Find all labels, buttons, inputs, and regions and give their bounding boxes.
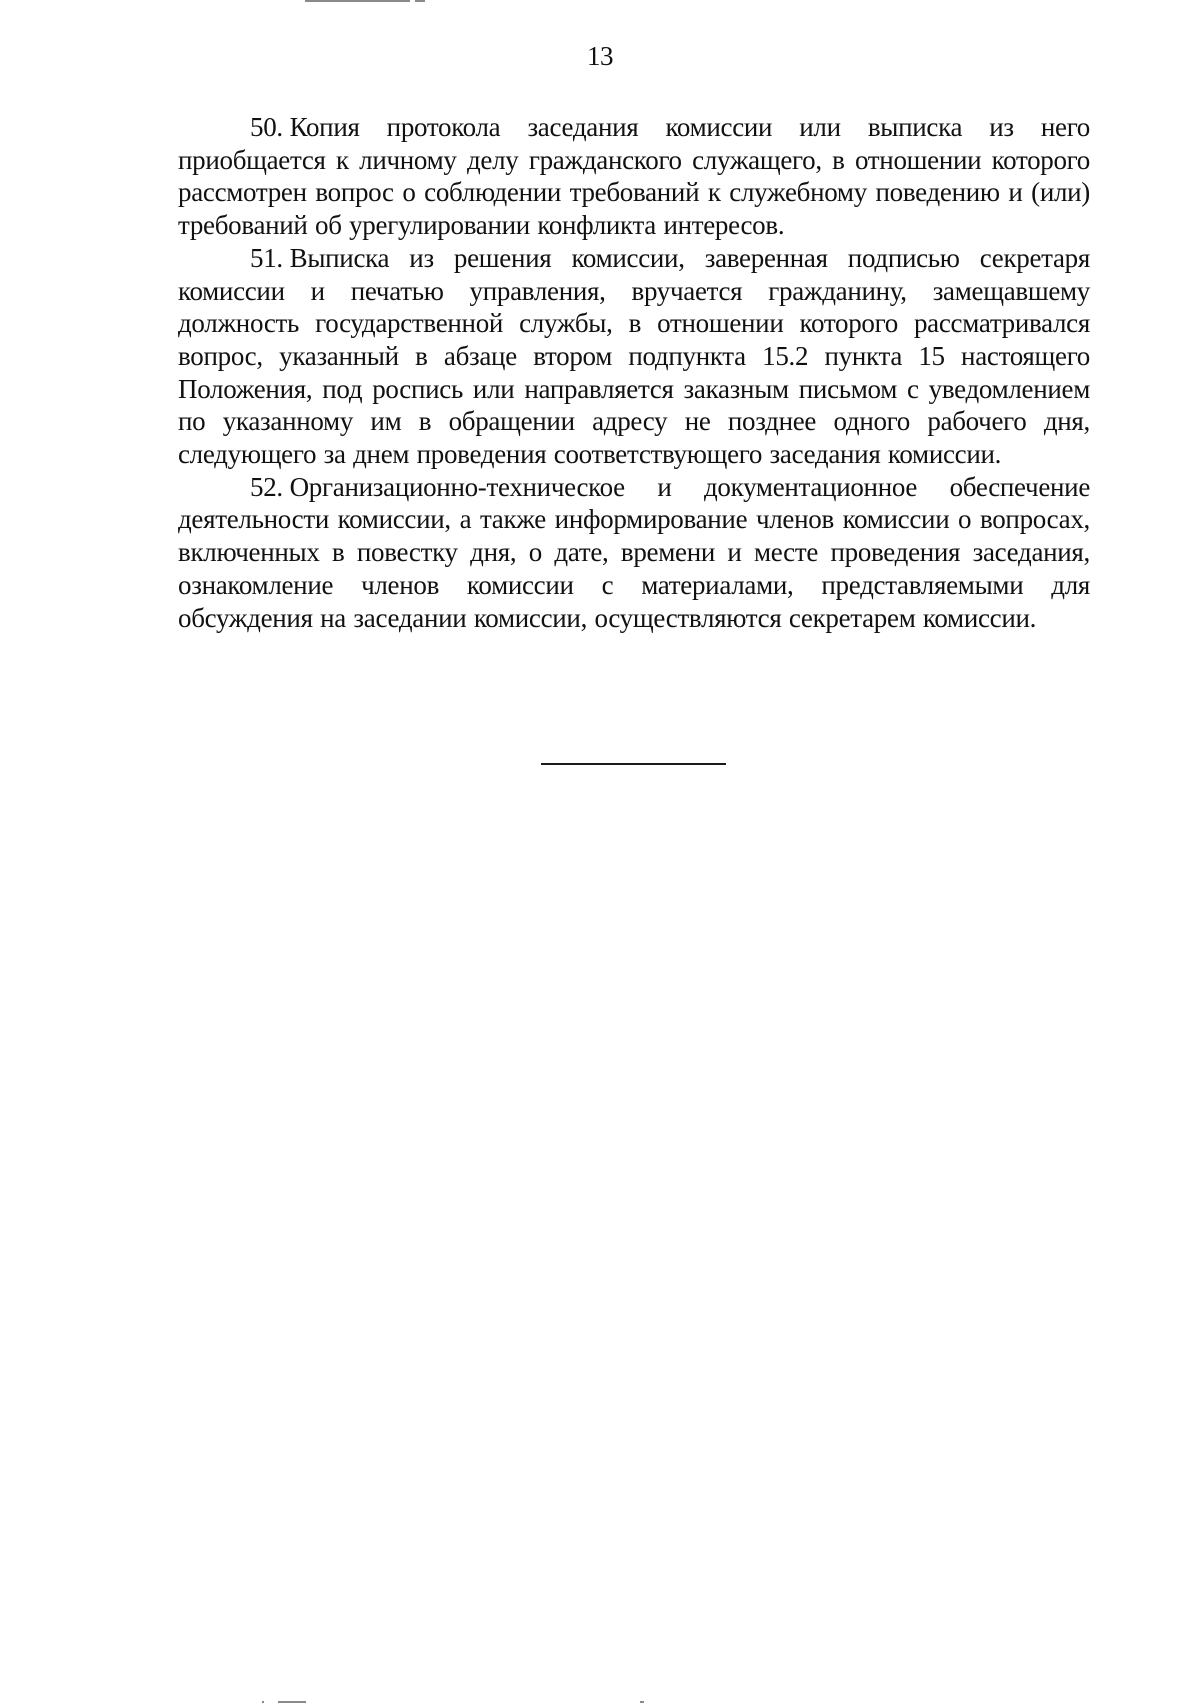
end-of-document-rule — [541, 763, 726, 765]
scan-edge-top — [0, 0, 1200, 3]
page-number: 13 — [587, 41, 613, 71]
paragraph-text: Выписка из решения комиссии, заверенная подписью секретаря комиссии и печатью управления, вручается гражданину, замещавшему должность государственной службы, в отношении которого рассматривался вопрос, указанный в абзаце втором подпункта 15.2 пункта 15 настоящего Положения, под роспись или направляется заказным письмом с уведомлением по указанному им в обращении адресу не позднее одного рабочего дня, следующего за днем проведения соответствующего заседания комиссии. — [178, 242, 1090, 470]
paragraph-text: Организационно-техническое и документационное обеспечение деятельности комиссии, а также информирование членов комиссии о вопросах, включенных в повестку дня, о дате, времени и месте проведения заседания, ознакомление членов комиссии с материалами, представляемыми для обсуждения на заседании комиссии, осуществляются секретарем комиссии. — [178, 471, 1090, 633]
paragraph-50 — [178, 111, 1090, 242]
scan-artifact — [278, 1701, 306, 1703]
paragraph-text: Копия протокола заседания комиссии или выписка из него приобщается к личному делу гражданского служащего, в отношении которого рассмотрен вопрос о соблюдении требований к служебному поведению и (или) требований об урегулировании конфликта интересов. — [178, 112, 1090, 241]
paragraph-52 — [178, 471, 1090, 635]
scan-artifact — [640, 1701, 644, 1703]
scan-artifact — [415, 0, 425, 2]
scan-artifact — [305, 0, 410, 2]
document-body — [178, 111, 1090, 634]
paragraph-number: 52. — [250, 471, 283, 502]
paragraph-51 — [178, 242, 1090, 471]
scan-artifact — [262, 1701, 264, 1703]
paragraph-number: 50. — [250, 112, 283, 142]
paragraph-number: 51. — [250, 242, 283, 273]
